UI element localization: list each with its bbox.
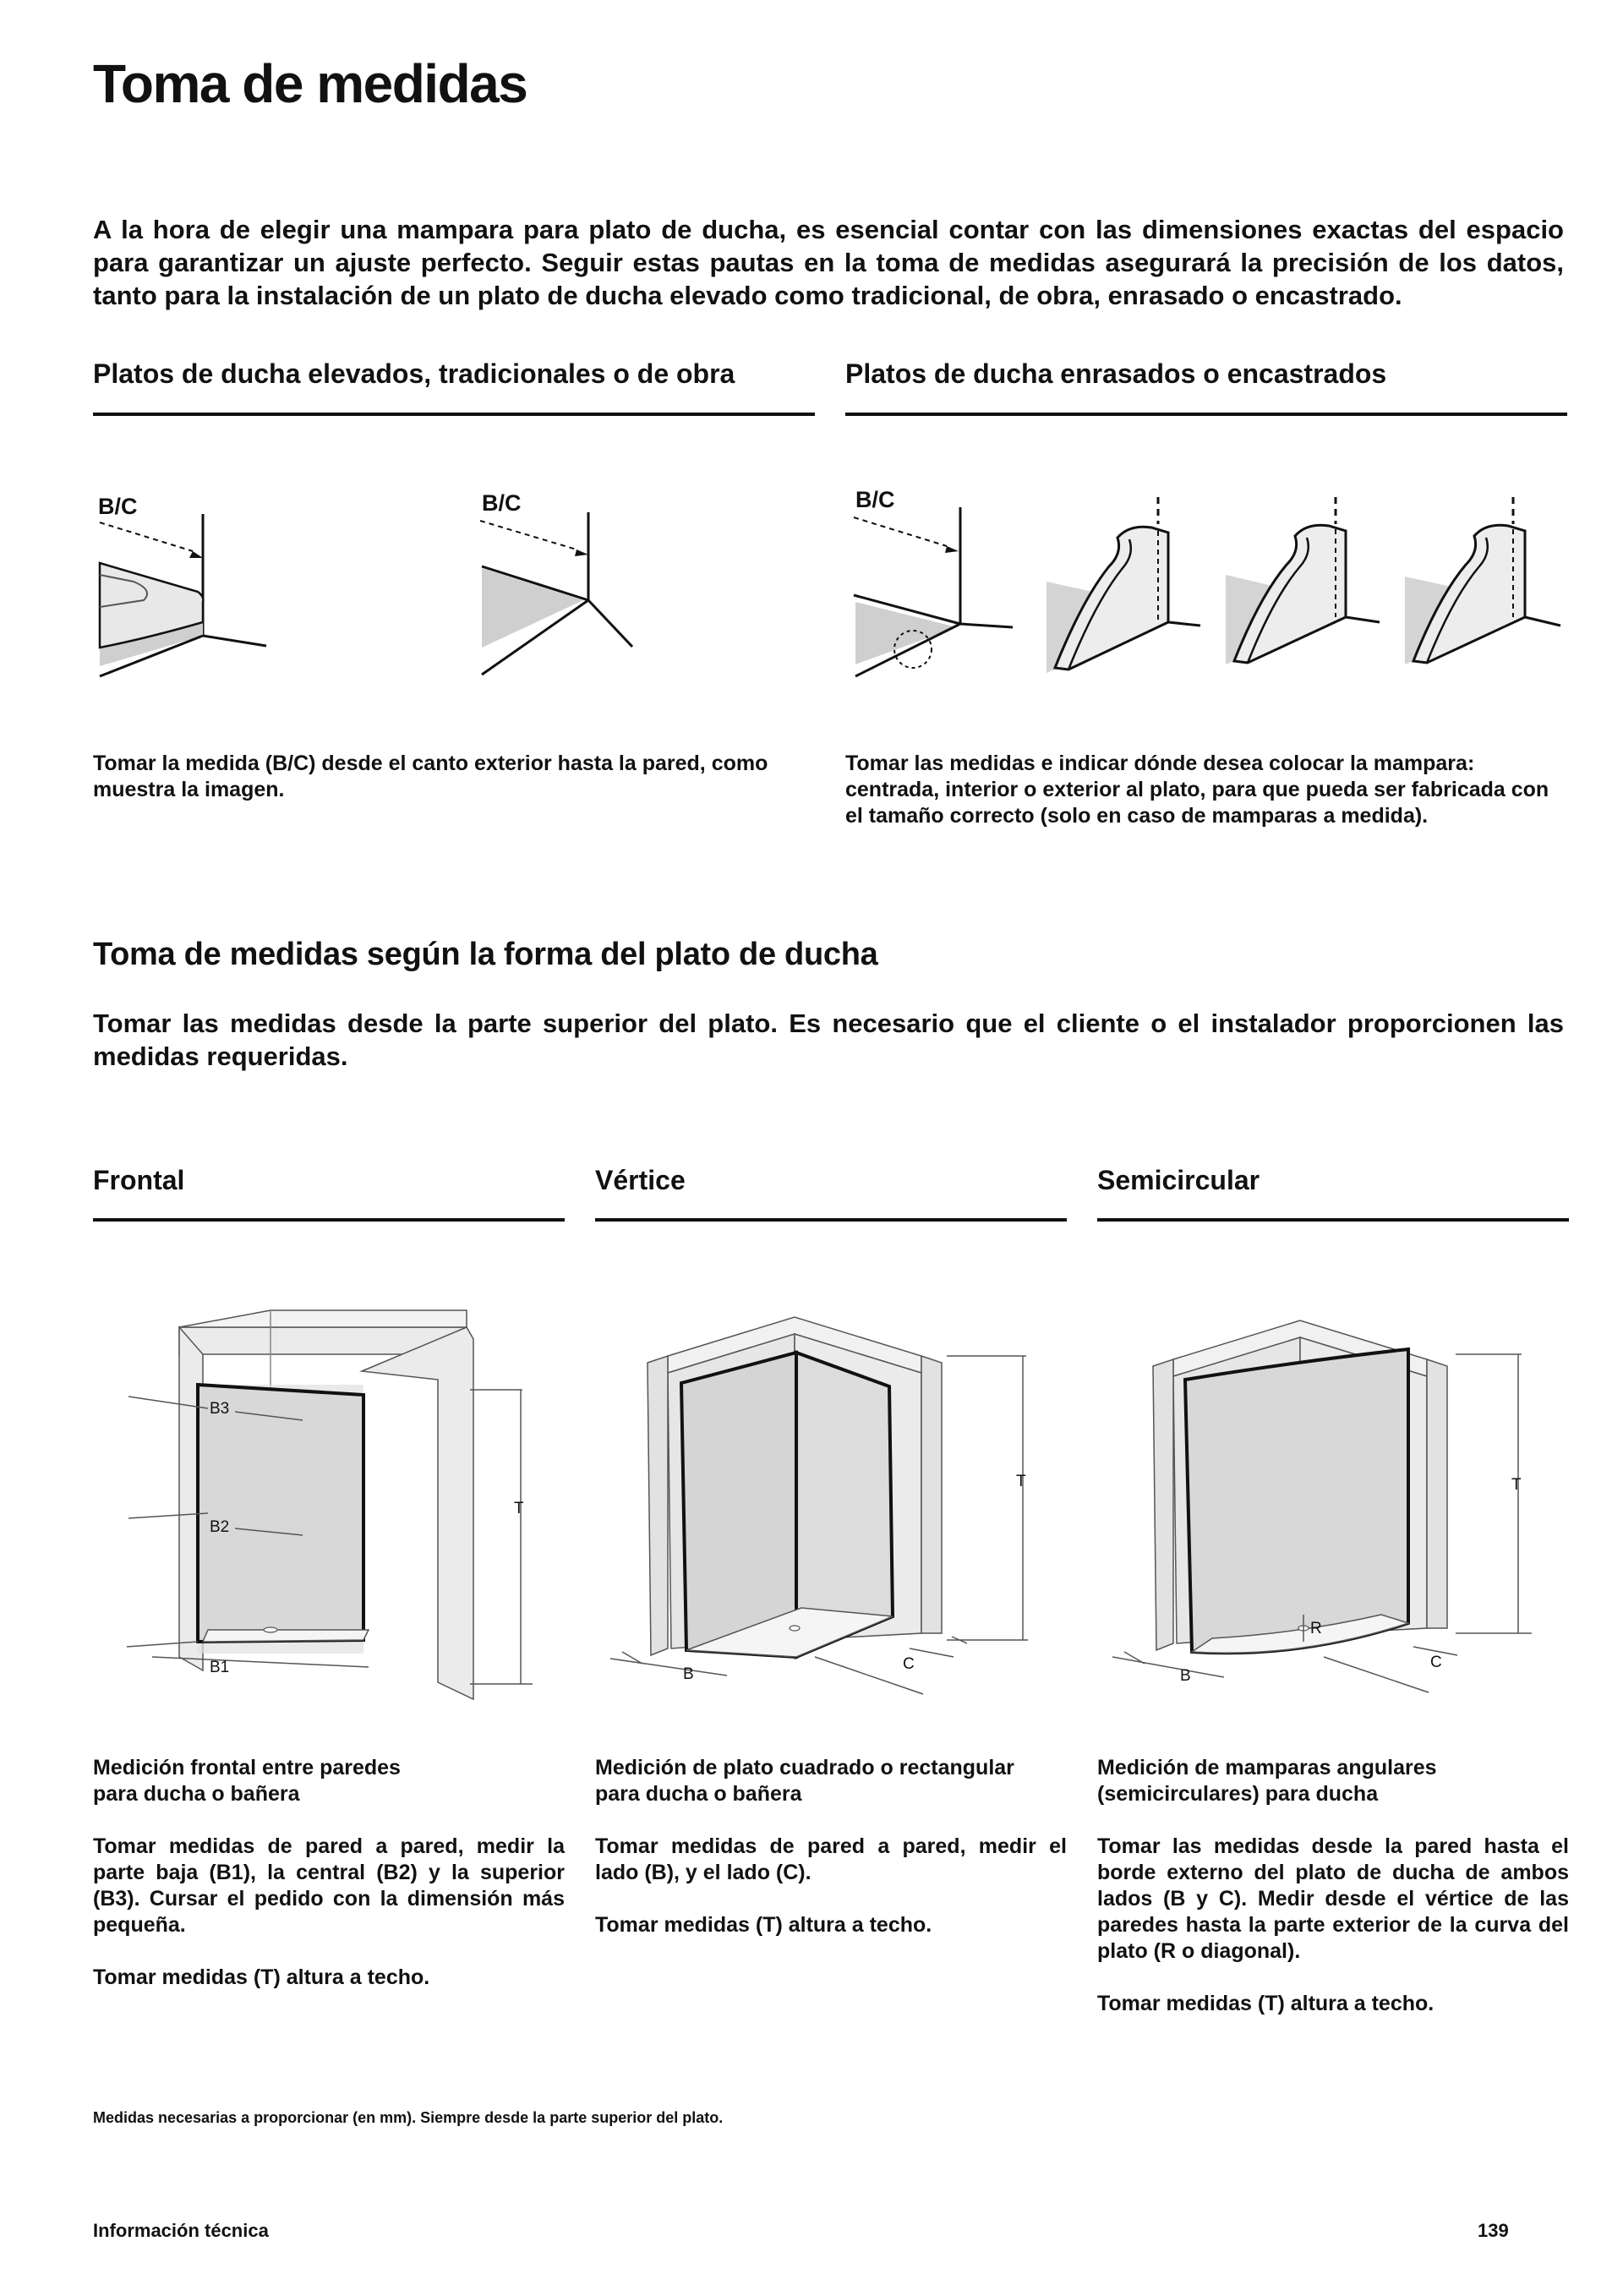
shape-height-note-semicircular: Tomar medidas (T) altura a techo.	[1097, 1992, 1434, 2015]
plate-type-caption-flush: Tomar las medidas e indicar dónde desea colocar la mampara: centrada, interior o exterior al plato, para que pueda ser fabricada con el tamaño correcto (solo en caso de mamparas a medida).	[845, 752, 1549, 828]
flush-tray-figure-2	[1046, 497, 1200, 673]
semicircular-label-r: R	[1310, 1620, 1322, 1637]
plate-type-heading-flush: Platos de ducha enrasados o encastrados	[845, 358, 1387, 389]
frontal-label-b3: B3	[210, 1400, 230, 1418]
raised-tray-figure-2	[480, 490, 632, 675]
shape-rule-frontal	[93, 1218, 565, 1222]
raised-tray-figure-2-label: B/C	[482, 490, 522, 516]
shape-caption-title-semicircular: Medición de mamparas angulares (semicirculares) para ducha	[1097, 1756, 1437, 1806]
vertex-label-t: T	[1016, 1473, 1026, 1490]
raised-tray-figure-1-label: B/C	[98, 494, 138, 519]
flush-tray-figure-1-label: B/C	[855, 487, 895, 512]
plate-type-heading-raised: Platos de ducha elevados, tradicionales o de obra	[93, 358, 735, 389]
raised-tray-figure-1	[98, 494, 266, 676]
semicircular-diagram	[1097, 1302, 1571, 1708]
shape-body-frontal: Tomar medidas de pared a pared, medir la parte baja (B1), la central (B2) y la superior (B3). Cursar el pedido con la dimensión más pequeña.	[93, 1834, 565, 1937]
vertex-label-c: C	[903, 1655, 915, 1673]
shape-heading-semicircular: Semicircular	[1097, 1165, 1260, 1195]
shape-heading-vertex: Vértice	[595, 1165, 686, 1195]
footnote: Medidas necesarias a proporcionar (en mm). Siempre desde la parte superior del plato.	[93, 2109, 724, 2126]
flush-tray-figure-4	[1405, 497, 1560, 664]
frontal-label-b2: B2	[210, 1518, 230, 1536]
flush-tray-diagrams	[837, 473, 1581, 693]
frontal-diagram	[93, 1302, 566, 1708]
shape-section-intro: Tomar las medidas desde la parte superior del plato. Es necesario que el cliente o el instalador proporcionen las medidas requeridas.	[93, 1009, 1564, 1071]
frontal-label-b1: B1	[210, 1659, 230, 1676]
plate-type-caption-raised: Tomar la medida (B/C) desde el canto exterior hasta la pared, como muestra la imagen.	[93, 752, 768, 801]
vertex-diagram	[595, 1302, 1068, 1708]
shape-section-title: Toma de medidas según la forma del plato de ducha	[93, 937, 878, 972]
shape-body-vertex: Tomar medidas de pared a pared, medir el lado (B), y el lado (C).	[595, 1834, 1067, 1884]
shape-rule-semicircular	[1097, 1218, 1569, 1222]
shape-height-note-vertex: Tomar medidas (T) altura a techo.	[595, 1913, 932, 1937]
intro-paragraph: A la hora de elegir una mampara para plato de ducha, es esencial contar con las dimensiones exactas del espacio para garantizar un ajuste perfecto. Seguir estas pautas en la toma de medidas asegurará la precisión de los datos, tanto para la instalación de un plato de ducha elevado como tradicional, de obra, enrasado o encastrado.	[93, 215, 1564, 310]
shape-heading-frontal: Frontal	[93, 1165, 185, 1195]
page-title: Toma de medidas	[93, 53, 527, 114]
raised-tray-diagrams	[85, 473, 828, 693]
flush-tray-figure-1	[854, 487, 1013, 676]
frontal-label-t: T	[514, 1500, 524, 1517]
shape-caption-title-vertex: Medición de plato cuadrado o rectangular para ducha o bañera	[595, 1756, 1014, 1806]
shape-height-note-frontal: Tomar medidas (T) altura a techo.	[93, 1965, 430, 1989]
footer-section-label: Información técnica	[93, 2220, 269, 2241]
shape-body-semicircular: Tomar las medidas desde la pared hasta el borde externo del plato de ducha de ambos lados (B y C). Medir desde el vértice de las paredes hasta la parte exterior de la curva del plato (R o diagonal).	[1097, 1834, 1569, 1963]
plate-type-rule-raised	[93, 413, 815, 416]
vertex-label-b: B	[683, 1665, 694, 1683]
shape-caption-frontal	[93, 1755, 565, 1991]
page-number: 139	[1478, 2220, 1509, 2241]
shape-rule-vertex	[595, 1218, 1067, 1222]
flush-tray-figure-3	[1226, 497, 1380, 664]
shape-caption-title-frontal: Medición frontal entre paredes para ducha o bañera	[93, 1756, 401, 1806]
shape-caption-vertex	[595, 1755, 1067, 1938]
shape-caption-semicircular	[1097, 1755, 1569, 2017]
semicircular-label-b: B	[1180, 1667, 1191, 1685]
semicircular-label-t: T	[1511, 1476, 1522, 1494]
semicircular-label-c: C	[1430, 1654, 1442, 1671]
plate-type-rule-flush	[845, 413, 1567, 416]
